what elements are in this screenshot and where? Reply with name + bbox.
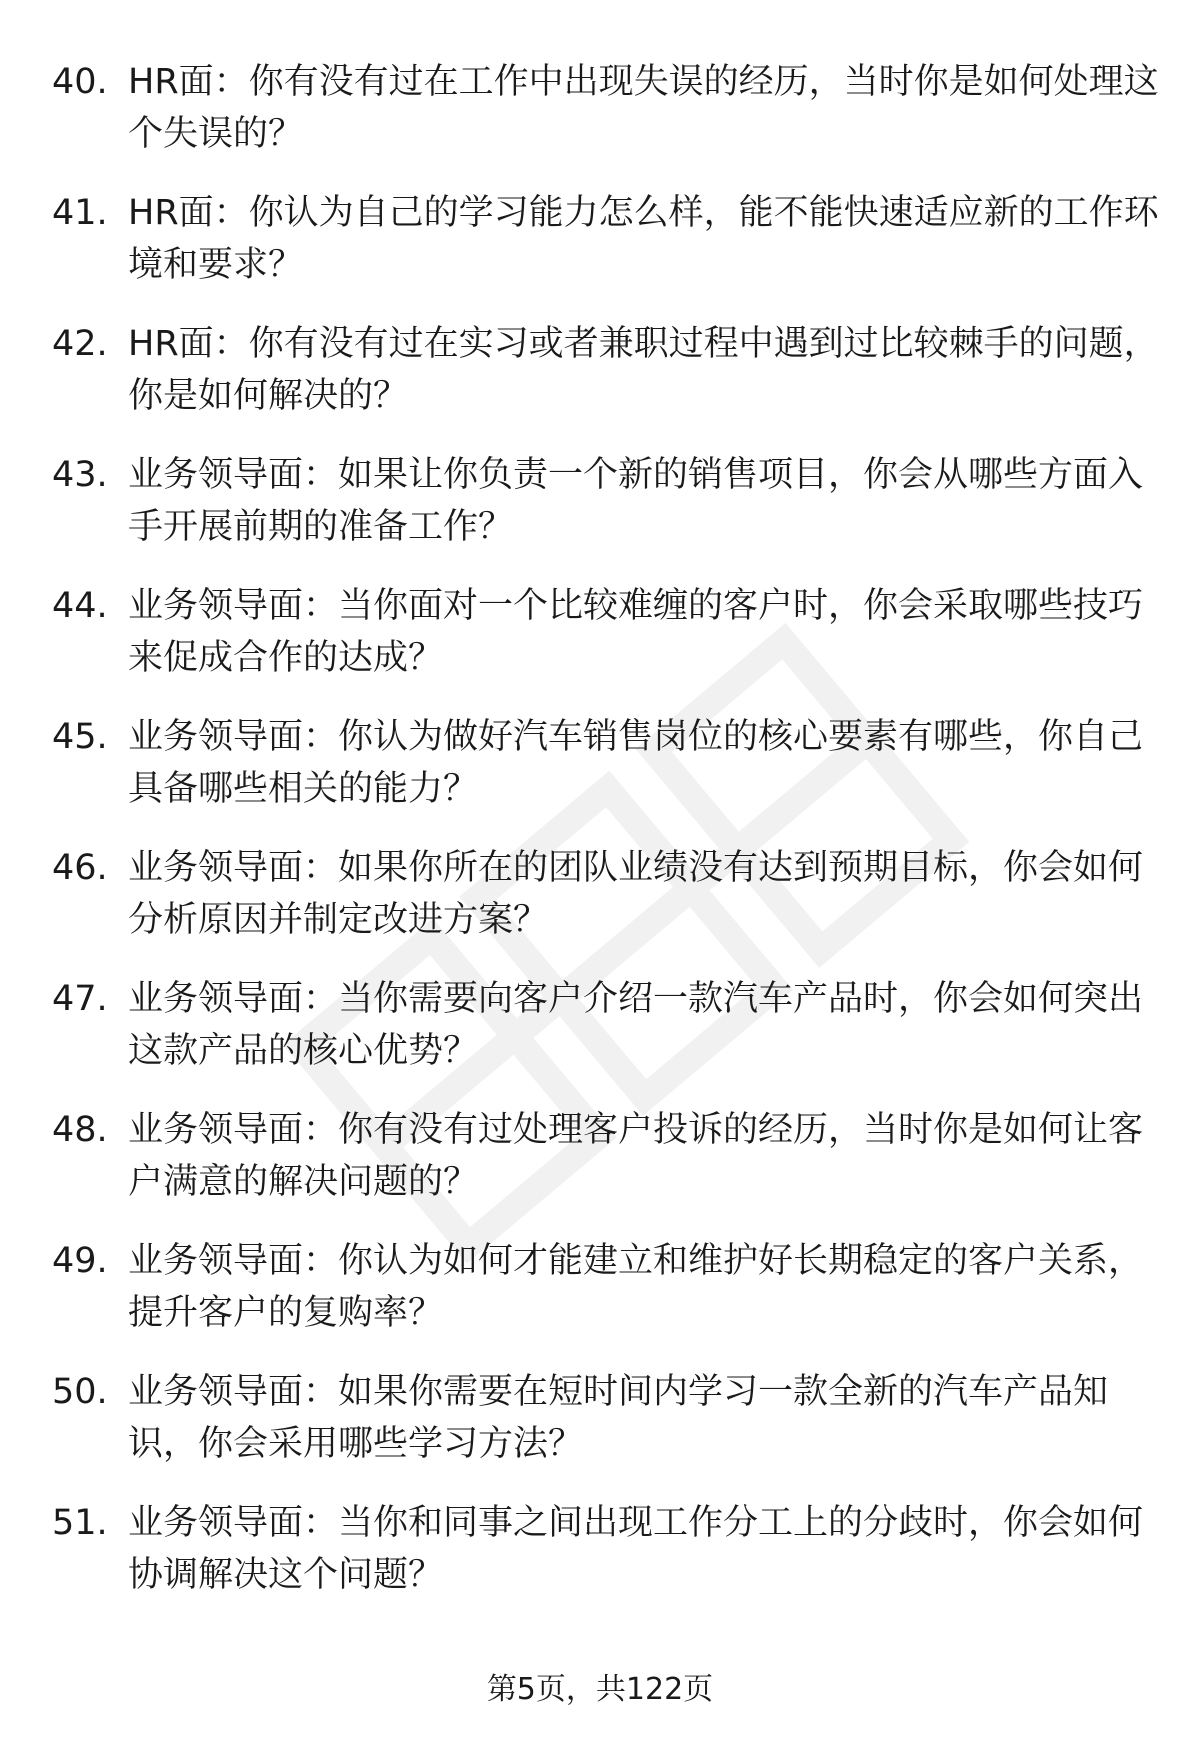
question-text: 业务领导面：你有没有过处理客户投诉的经历，当时你是如何让客户满意的解决问题的？	[128, 1110, 1144, 1202]
question-number: 42.	[52, 324, 108, 364]
question-text: 业务领导面：如果让你负责一个新的销售项目，你会从哪些方面入手开展前期的准备工作？	[128, 455, 1144, 547]
question-item	[0, 1104, 1200, 1235]
question-text: 业务领导面：你认为如何才能建立和维护好长期稳定的客户关系，提升客户的复购率？	[128, 1241, 1144, 1333]
question-number: 40.	[52, 62, 108, 102]
question-text: 业务领导面：当你面对一个比较难缠的客户时，你会采取哪些技巧来促成合作的达成？	[128, 586, 1144, 678]
question-item	[0, 318, 1200, 449]
question-text: 业务领导面：如果你所在的团队业绩没有达到预期目标，你会如何分析原因并制定改进方案？	[128, 848, 1144, 940]
question-text: 业务领导面：当你需要向客户介绍一款汽车产品时，你会如何突出这款产品的核心优势？	[128, 979, 1144, 1071]
question-text: 业务领导面：如果你需要在短时间内学习一款全新的汽车产品知识，你会采用哪些学习方法？	[128, 1372, 1109, 1464]
question-item	[0, 56, 1200, 187]
question-number: 43.	[52, 455, 108, 495]
question-item	[0, 187, 1200, 318]
question-number: 46.	[52, 848, 108, 888]
question-item	[0, 1497, 1200, 1628]
question-item	[0, 1235, 1200, 1366]
question-text: HR面：你有没有过在实习或者兼职过程中遇到过比较棘手的问题，你是如何解决的？	[128, 324, 1159, 416]
question-item	[0, 1366, 1200, 1497]
question-item	[0, 711, 1200, 842]
question-number: 41.	[52, 193, 108, 233]
question-number: 47.	[52, 979, 108, 1019]
question-item	[0, 449, 1200, 580]
question-number: 44.	[52, 586, 108, 626]
question-number: 45.	[52, 717, 108, 757]
question-number: 51.	[52, 1503, 108, 1543]
question-text: 业务领导面：你认为做好汽车销售岗位的核心要素有哪些，你自己具备哪些相关的能力？	[128, 717, 1144, 809]
question-text: 业务领导面：当你和同事之间出现工作分工上的分歧时，你会如何协调解决这个问题？	[128, 1503, 1144, 1595]
question-item	[0, 842, 1200, 973]
question-item	[0, 580, 1200, 711]
question-list	[0, 56, 1200, 1628]
question-item	[0, 973, 1200, 1104]
question-number: 50.	[52, 1372, 108, 1412]
question-text: HR面：你有没有过在工作中出现失误的经历，当时你是如何处理这个失误的？	[128, 62, 1159, 154]
question-number: 49.	[52, 1241, 108, 1281]
page-number-footer: 第5页，共122页	[486, 1672, 714, 1707]
question-number: 48.	[52, 1110, 108, 1150]
question-text: HR面：你认为自己的学习能力怎么样，能不能快速适应新的工作环境和要求？	[128, 193, 1159, 285]
